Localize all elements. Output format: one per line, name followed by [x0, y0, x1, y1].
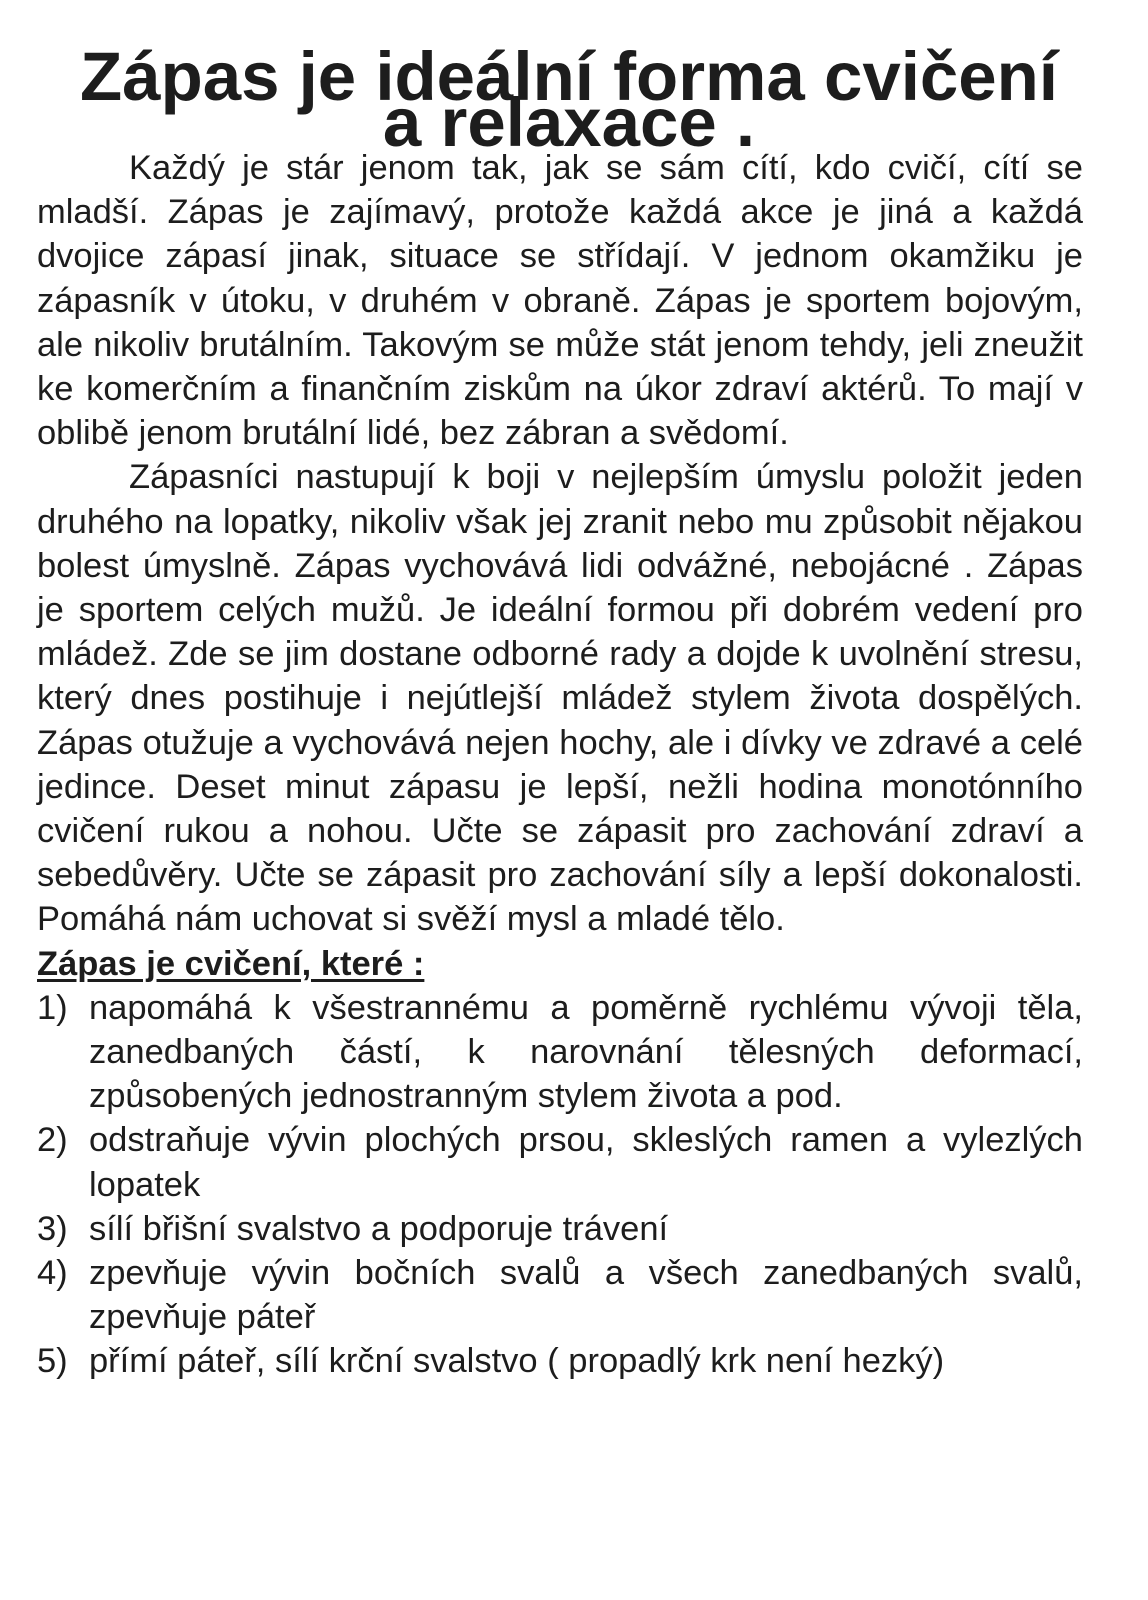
list-item-number: 2)	[37, 1121, 68, 1160]
list-item	[37, 986, 1083, 1119]
paragraph-1: Každý je stár jenom tak, jak se sám cítí, kdo cvičí, cítí se mladší. Zápas je zajímavý, protože každá akce je jiná a každá dvojice zápasí jinak, situace se střídají. V jednom okamžiku je zápasník v útoku, v druhém v obraně. Zápas je sportem bojovým, ale nikoliv brutálním. Takovým se může stát jenom tehdy, jeli zneužit ke komerčním a finančním ziskům na úkor zdraví aktérů. To mají v oblibě jenom brutální lidé, bez zábran a svědomí.	[37, 149, 1083, 453]
list-item-text: přímí páteř, sílí krční svalstvo ( propadlý krk není hezký)	[89, 1342, 945, 1381]
list-heading: Zápas je cvičení, které :	[37, 944, 425, 983]
list-item-number: 1)	[37, 988, 68, 1027]
list-item-number: 5)	[37, 1342, 68, 1381]
list-item	[37, 1251, 1083, 1339]
list-item-text: odstraňuje vývin plochých prsou, skleslých ramen a vylezlých lopatek	[89, 1121, 1083, 1204]
paragraph-2: Zápasníci nastupují k boji v nejlepším úmyslu položit jeden druhého na lopatky, nikoliv však jej zranit nebo mu způsobit nějakou bolest úmyslně. Zápas vychovává lidi odvážné, nebojácné . Zápas je sportem celých mužů. Je ideální formou při dobrém vedení pro mládež. Zde se jim dostane odborné rady a dojde k uvolnění stresu, který dnes postihuje i nejútlejší mládež stylem života dospělých. Zápas otužuje a vychovává nejen hochy, ale i dívky ve zdravé a celé jedince. Deset minut zápasu je lepší, nežli hodina monotónního cvičení rukou a nohou. Učte se zápasit pro zachování zdraví a sebedůvěry. Učte se zápasit pro zachování síly a lepší dokonalosti. Pomáhá nám uchovat si svěží mysl a mladé tělo.	[37, 458, 1083, 939]
list-item-text: zpevňuje vývin bočních svalů a všech zanedbaných svalů, zpevňuje páteř	[89, 1254, 1083, 1337]
list-item-text: napomáhá k všestrannému a poměrně rychlému vývoji těla, zanedbaných částí, k narovnání tělesných deformací, způsobených jednostranným stylem života a pod.	[89, 988, 1083, 1116]
document-page	[37, 38, 1083, 1384]
list-item-number: 4)	[37, 1254, 68, 1293]
benefits-list	[37, 986, 1083, 1384]
list-item-text: sílí břišní svalstvo a podporuje trávení	[89, 1209, 669, 1248]
list-item-number: 3)	[37, 1209, 68, 1248]
list-item	[37, 1339, 1083, 1383]
list-item	[37, 1207, 1083, 1251]
list-item	[37, 1118, 1083, 1206]
document-title: Zápas je ideální forma cvičení a relaxace .	[80, 38, 1058, 161]
